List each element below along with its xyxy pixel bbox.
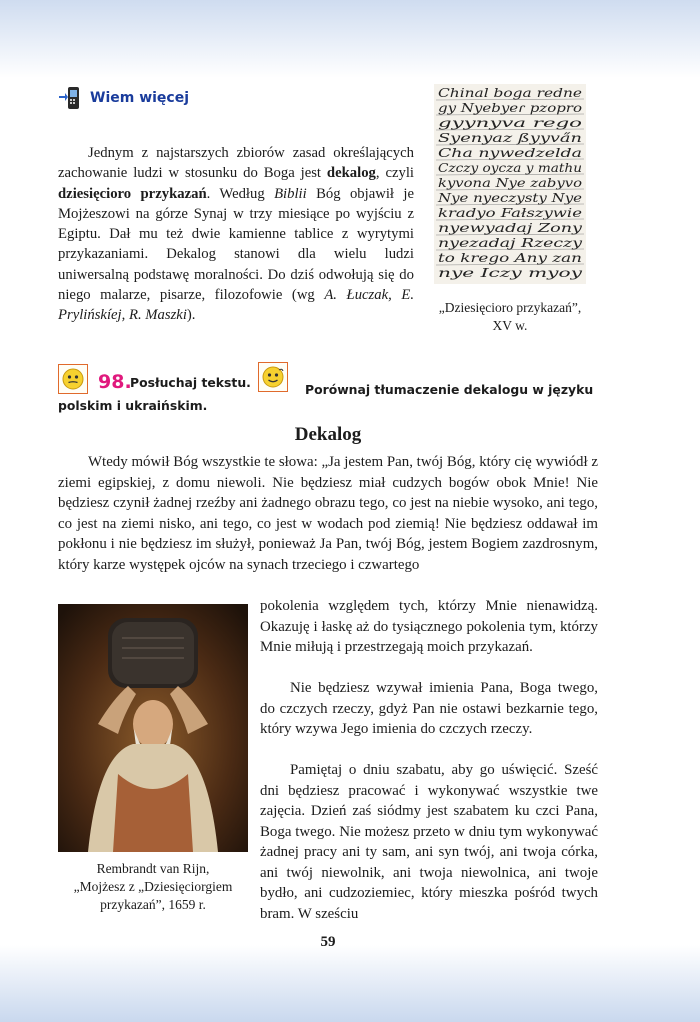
intro-text: Jednym z najstarszych zbiorów zasad określających zachowanie ludzi w stosunku do Boga jest: [58, 145, 414, 182]
task-instruction-compare: Porównaj tłumaczenie dekalogu w języku: [305, 382, 594, 397]
task-instruction-listen: Posłuchaj tekstu.: [130, 375, 251, 390]
footer-gradient: [0, 945, 700, 1022]
manuscript-line: Nye nyeczysty Nye: [436, 191, 582, 205]
dekalog-text: Wtedy mówił Bóg wszystkie te słowa: „Ja jestem Pan, twój Bóg, który cię wywiódł z ziemi egipskiej, z domu niewoli. Nie będziesz miał cudzych bogów obok Mnie! Nie będziesz czynił żadnej rzeźby ani żadnego obrazu tego, co jest na niebie wysoko, ani tego, co jest na ziemi nisko, ani tego, co jest w wodach pod ziemią! Nie będziesz oddawał im pokłonu i nie będziesz im służył, ponieważ Ja Pan, twój Bóg, jestem Bogiem zazdrosnym, który karze występek ojców na synach trzeciego i czwartego: [58, 454, 598, 573]
info-box-heading: [58, 86, 189, 110]
dekalog-text: Nie będziesz wzywał imienia Pana, Boga twego, do czczych rzeczy, gdyż Pan nie ostawi bezkarnie tego, który wzywa Jego imienia do czczych rzeczy.: [260, 680, 598, 737]
term-dziesiecioro: dziesięcioro przykazań: [58, 185, 207, 202]
rembrandt-painting: [58, 604, 248, 852]
painting-caption-line: Rembrandt van Rijn,: [96, 861, 210, 876]
listen-smiley-icon: [58, 364, 88, 394]
manuscript-image: [434, 84, 586, 284]
manuscript-line: to krego Any zan: [438, 251, 582, 265]
manuscript-line: gy Nyebyeɾ pzopro: [438, 101, 582, 115]
dekalog-paragraph-1: [58, 452, 598, 575]
intro-text: . Według: [206, 185, 275, 202]
task-98: [58, 364, 598, 414]
dekalog-text: Pamiętaj o dniu szabatu, aby go uświęcić. Sześć dni będziesz pracować i wykonywać wszystkie twe zajęcia. Dzień zaś siódmy jest szabatem ku czci Pana, Boga twego. Nie możesz przeto w dniu tym wykonywać żadnej pracy ani ty sam, ani syn twój, ani twoja córka, ani twój niewolnik, ani twoja niewolnica, ani twoje bydło, ani cudzoziemiec, który mieszka pośród twych bram. W sześciu: [260, 762, 598, 922]
painting-caption-line: przykazań”, 1659 r.: [100, 897, 206, 912]
info-box-label: Wiem więcej: [90, 90, 190, 106]
manuscript-caption: „Dziesięcioro przykazań”, XV w.: [438, 300, 582, 333]
manuscript-line: gyynyva rego: [438, 116, 582, 130]
manuscript-line: Chinal boga redne: [438, 86, 582, 100]
manuscript-line: Czczy oycza y mathu: [438, 161, 582, 175]
manuscript-line: Syenyaz ßyyva̋n: [438, 131, 582, 145]
dekalog-paragraph-2: [260, 678, 598, 740]
term-biblii: Biblii: [274, 185, 307, 202]
task-number: 98.: [98, 371, 132, 393]
term-dekalog: dekalog: [326, 165, 376, 182]
manuscript-line: nye Iczy myoy: [438, 266, 583, 280]
dekalog-paragraph-3: [260, 760, 598, 924]
intro-text: ).: [186, 307, 196, 324]
authors: A. Łuczak, E. Prylińskíej, R. Maszki: [58, 287, 414, 324]
dekalog-paragraph-1-continued: pokolenia względem tych, którzy Mnie nienawidzą. Okazuję i łaskę aż do tysiącznego pokolenia tym, którzy Mnie miłują i przestrzegają moich przykazań.: [260, 598, 598, 655]
manuscript-line: nyewyadaj Zony: [438, 221, 583, 235]
task-instruction-languages: polskim i ukraińskim.: [58, 398, 208, 413]
intro-text: , czyli: [375, 165, 415, 182]
manuscript-line: kyvona Nye zabyvo: [438, 176, 582, 190]
compare-smiley-icon: [258, 362, 288, 392]
manuscript-line: Cha nywedzelda: [438, 146, 582, 160]
dekalog-title: Dekalog: [294, 424, 362, 445]
painting-caption: [58, 860, 248, 914]
phone-info-icon: [58, 86, 86, 110]
intro-text: Bóg objawił je Mojżeszowi na górze Synaj w trzy miesiące po wyjściu z Egiptu. Dał mu też dwie kamienne tablice z wyrytymi przykazaniami. Dekalog stanowi dla wielu ludzi uniwersalną podstawę moralności. Do dziś odwołują się do niego malarze, pisarze, filozofowie (wg: [58, 185, 414, 304]
manuscript-line: nyezadaj Rzeczy: [438, 236, 583, 250]
header-gradient: [0, 0, 700, 78]
manuscript-line: kradyo Fałszywie: [438, 206, 582, 220]
painting-caption-line: „Mojżesz z „Dziesięciorgiem: [73, 879, 233, 894]
page-number: 59: [320, 934, 336, 950]
intro-paragraph: [58, 143, 414, 326]
